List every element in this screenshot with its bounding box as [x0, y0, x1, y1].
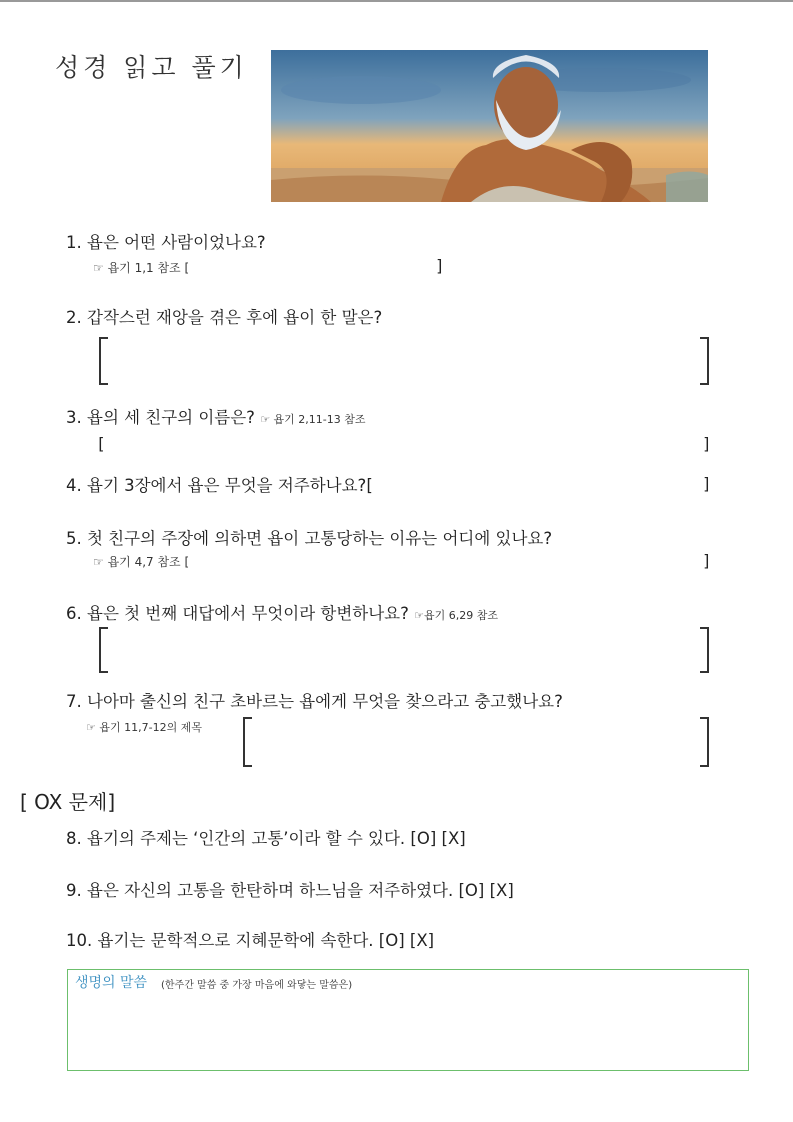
question-6	[66, 600, 498, 624]
answer-close-bracket: ]	[702, 474, 712, 493]
question-number: 9.	[66, 881, 82, 900]
word-of-life-subtitle: (한주간 말씀 중 가장 마음에 와닿는 말씀은)	[161, 980, 353, 991]
question-reference: ☞ 욥기 2,11-13 참조	[260, 413, 366, 426]
answer-box-right-bracket	[700, 627, 709, 673]
question-text: 첫 친구의 주장에 의하면 욥이 고통당하는 이유는 어디에 있나요?	[87, 529, 553, 548]
question-text: 욥의 세 친구의 이름은?	[87, 408, 255, 427]
question-text: 욥기의 주제는 ‘인간의 고통’이라 할 수 있다.	[87, 829, 406, 848]
answer-box-right-bracket	[700, 337, 709, 385]
question-text: 갑작스런 재앙을 겪은 후에 욥이 한 말은?	[87, 308, 383, 327]
ox-question-10	[66, 927, 434, 951]
question-2	[66, 304, 382, 328]
question-7	[66, 688, 563, 712]
o-choice[interactable]: [O]	[458, 881, 485, 900]
question-number: 5.	[66, 529, 82, 548]
question-number: 1.	[66, 233, 82, 252]
question-number: 3.	[66, 408, 82, 427]
x-choice[interactable]: [X]	[441, 829, 466, 848]
question-3	[66, 404, 366, 428]
ox-question-8	[66, 825, 466, 849]
question-number: 8.	[66, 829, 82, 848]
question-reference: ☞욥기 6,29 참조	[414, 609, 498, 622]
question-text: 욥기는 문학적으로 지혜문학에 속한다.	[97, 931, 374, 950]
question-text: 나아마 출신의 친구 초바르는 욥에게 무엇을 찾으라고 충고했나요?	[87, 692, 563, 711]
question-text: 욥은 첫 번째 대답에서 무엇이라 항변하나요?	[87, 604, 409, 623]
answer-box-left-bracket	[243, 717, 252, 767]
answer-box-left-bracket	[99, 337, 108, 385]
question-number: 2.	[66, 308, 82, 327]
question-text: 욥은 어떤 사람이었나요?	[87, 233, 266, 252]
x-choice[interactable]: [X]	[489, 881, 514, 900]
question-text: 욥은 자신의 고통을 한탄하며 하느님을 저주하였다.	[87, 881, 454, 900]
question-7-hint: ☞ 욥기 11,7-12의 제목	[86, 721, 202, 734]
question-text: 욥기 3장에서 욥은 무엇을 저주하나요?[	[87, 476, 373, 495]
question-5-hint: ☞ 욥기 4,7 참조 [	[93, 555, 190, 569]
o-choice[interactable]: [O]	[378, 931, 405, 950]
page-title: 성경 읽고 풀기	[55, 53, 248, 82]
question-number: 7.	[66, 692, 82, 711]
answer-close-bracket: ]	[702, 434, 712, 453]
job-illustration	[271, 50, 708, 202]
question-4	[66, 472, 373, 496]
question-number: 4.	[66, 476, 82, 495]
word-of-life-title: 생명의 말씀	[75, 975, 148, 991]
answer-open-bracket: [	[96, 434, 106, 453]
question-number: 6.	[66, 604, 82, 623]
answer-close-bracket: ]	[435, 256, 445, 275]
o-choice[interactable]: [O]	[410, 829, 437, 848]
answer-close-bracket: ]	[702, 551, 712, 570]
answer-box-right-bracket	[700, 717, 709, 767]
top-border	[0, 0, 793, 2]
question-1	[66, 229, 266, 253]
ox-question-9	[66, 877, 514, 901]
answer-box-left-bracket	[99, 627, 108, 673]
question-5	[66, 525, 552, 549]
question-number: 10.	[66, 931, 93, 950]
ox-section-heading: [ OX 문제]	[20, 790, 116, 814]
question-1-hint: ☞ 욥기 1,1 참조 [	[93, 261, 190, 275]
x-choice[interactable]: [X]	[409, 931, 435, 950]
